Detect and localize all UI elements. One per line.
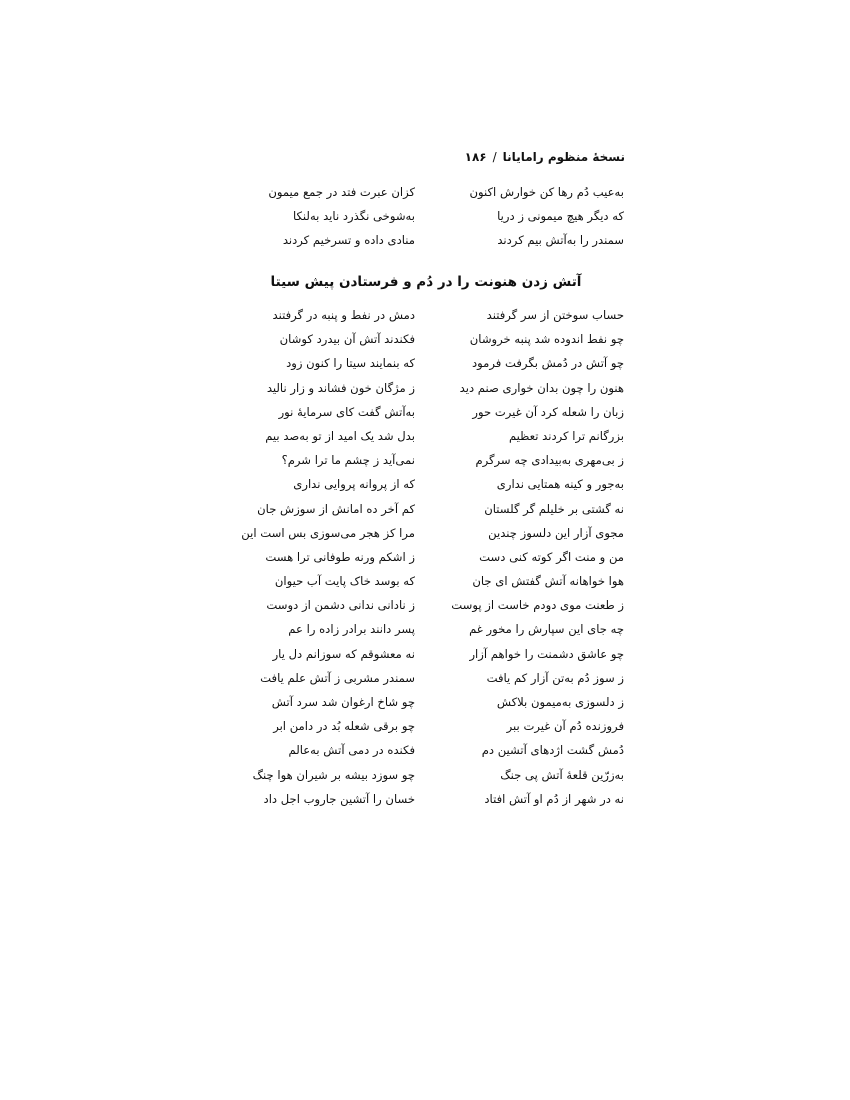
verse-couplet <box>228 180 624 204</box>
first-hemistich: حساب سوختن از سر گرفتند <box>486 308 624 322</box>
second-hemistich: منادی داده و تسرخیم کردند <box>282 233 415 248</box>
second-hemistich: به‌شوخی نگذرد ناید به‌لنکا <box>293 209 415 224</box>
verse-couplet <box>228 617 624 641</box>
verse-couplet <box>228 569 624 593</box>
second-hemistich: که از پروانه پروایی نداری <box>293 477 415 492</box>
second-hemistich: چو شاخ ارغوان شد سرد آتش <box>271 695 415 709</box>
first-hemistich: چه جای این سپارش را مخور غم <box>469 622 624 637</box>
second-hemistich: پسر دانند برادر زاده را عم <box>288 622 415 637</box>
second-hemistich: کم آخر ده امانش از سوزش جان <box>257 501 415 516</box>
verse-couplet <box>228 642 624 666</box>
second-hemistich: ز مژگان خون فشاند و زار نالید <box>266 380 415 395</box>
first-hemistich: چو آتش در دُمش بگرفت فرمود <box>472 356 624 371</box>
book-title: نسخهٔ منظوم رامایانا <box>502 150 625 164</box>
verse-couplet <box>228 400 624 424</box>
first-hemistich: ز بی‌مهری به‌بیدادی چه سرگرم <box>475 453 624 468</box>
first-hemistich: ز طعنت موی دودم خاست از پوست <box>451 598 624 613</box>
verse-couplet <box>228 351 624 375</box>
second-hemistich: ز اشکم ورنه طوفانی ترا هست <box>265 549 415 564</box>
second-hemistich: نه معشوقم که سوزانم دل یار <box>272 646 415 661</box>
page-number: ۱۸۶ <box>464 150 487 164</box>
first-hemistich: چو عاشق دشمنت را خواهم آزار <box>469 646 624 661</box>
first-hemistich: به‌جور و کینه همتایی نداری <box>496 477 624 492</box>
section-title: آتش زدن هنونت را در دُم و فرستادن پیش سیتا <box>270 274 582 290</box>
verse-couplet <box>228 521 624 545</box>
top-stanza <box>228 180 624 253</box>
first-hemistich: دُمش گشت اژدهای آتشین دم <box>481 743 624 758</box>
verse-couplet <box>228 690 624 714</box>
second-hemistich: خسان را آتشین جاروب اجل داد <box>263 791 415 806</box>
first-hemistich: ز دلسوزی به‌میمون بلاکش <box>496 695 624 709</box>
second-hemistich: چو برقی شعله بُد در دامن ابر <box>273 719 415 734</box>
first-hemistich: من و منت اگر کوته کنی دست <box>479 549 624 564</box>
verse-couplet <box>228 204 624 228</box>
verse-couplet <box>228 666 624 690</box>
first-hemistich: نه در شهر از دُم او آتش افتاد <box>484 791 624 806</box>
first-hemistich: هوا خواهانه آتش گفتش ای جان <box>472 574 624 589</box>
first-hemistich: زبان را شعله کرد آن غیرت حور <box>472 404 624 419</box>
first-hemistich: فروزنده دُم آن غیرت ببر <box>506 719 624 734</box>
second-hemistich: که بنمایند سیتا را کنون زود <box>286 356 415 371</box>
second-hemistich: دمش در نفط و پنبه در گرفتند <box>272 308 415 322</box>
first-hemistich: بزرگانم ترا کردند تعظیم <box>508 428 624 443</box>
second-hemistich: که بوسد خاک پایت آب حیوان <box>274 574 415 589</box>
verse-couplet <box>228 376 624 400</box>
page-header <box>435 150 625 164</box>
second-hemistich: مرا کز هجر می‌سوزی بس است این <box>241 525 415 540</box>
first-hemistich: نه گشتی بر خلیلم گر گلستان <box>484 501 624 516</box>
first-hemistich: سمندر را به‌آتش بیم کردند <box>497 233 624 248</box>
second-hemistich: سمندر مشربی ز آتش علم یافت <box>260 670 415 685</box>
main-stanza <box>228 303 624 811</box>
first-hemistich: هنون را چون بدان خواری صنم دید <box>459 380 624 395</box>
second-hemistich: به‌آتش گفت کای سرمایهٔ نور <box>278 404 415 419</box>
second-hemistich: فکندند آتش آن بیدرد کوشان <box>279 332 415 347</box>
first-hemistich: ز سوز دُم به‌تن آزار کم یافت <box>486 670 624 685</box>
first-hemistich: که دیگر هیچ میمونی ز دریا <box>497 209 624 224</box>
verse-couplet <box>228 497 624 521</box>
first-hemistich: مجوی آزار این دلسوز چندین <box>488 525 624 540</box>
verse-couplet <box>228 593 624 617</box>
second-hemistich: چو سوزد بیشه بر شیران هوا چنگ <box>252 767 415 782</box>
first-hemistich: چو نفط اندوده شد پنبه خروشان <box>469 332 624 347</box>
second-hemistich: بدل شد یک امید از تو به‌صد بیم <box>265 428 415 443</box>
first-hemistich: به‌زرّین قلعهٔ آتش پی جنگ <box>500 767 624 782</box>
verse-couplet <box>228 303 624 327</box>
verse-couplet <box>228 472 624 496</box>
verse-couplet <box>228 424 624 448</box>
verse-couplet <box>228 448 624 472</box>
verse-couplet <box>228 787 624 811</box>
verse-couplet <box>228 714 624 738</box>
second-hemistich: کزان عبرت فتد در جمع میمون <box>268 185 415 199</box>
header-separator: / <box>492 150 497 164</box>
verse-couplet <box>228 327 624 351</box>
verse-couplet <box>228 228 624 252</box>
second-hemistich: ز نادانی ندانی دشمن از دوست <box>266 598 415 613</box>
second-hemistich: فکنده در دمی آتش به‌عالم <box>288 743 415 758</box>
first-hemistich: به‌عیب دُم رها کن خوارش اکنون <box>469 185 624 199</box>
second-hemistich: نمی‌آید ز چشم ما ترا شرم؟ <box>281 453 415 468</box>
verse-couplet <box>228 545 624 569</box>
verse-couplet <box>228 738 624 762</box>
verse-couplet <box>228 763 624 787</box>
